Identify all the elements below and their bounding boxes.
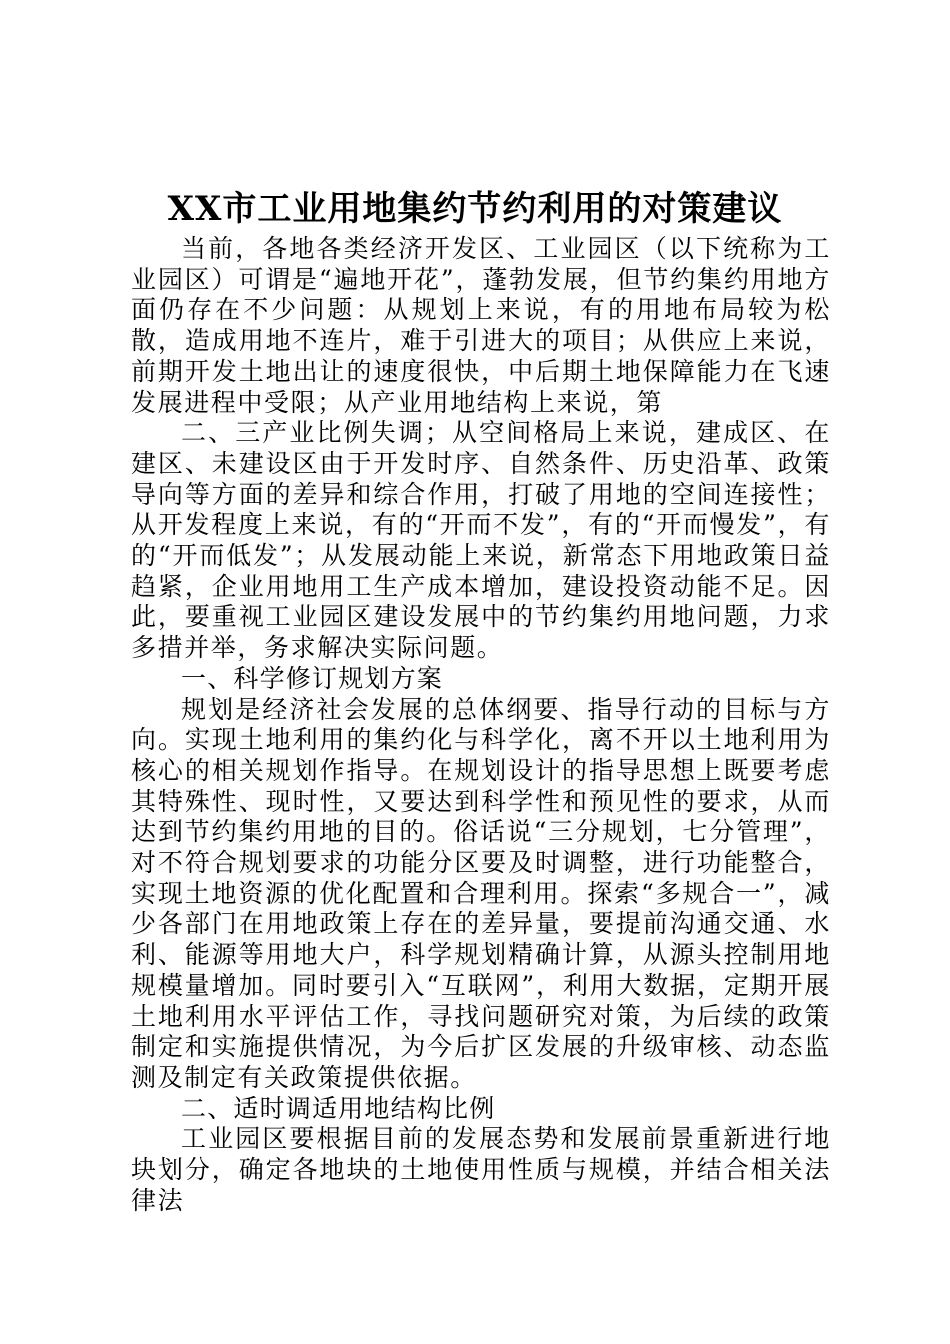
document-body: [131, 234, 831, 1217]
section-heading-planning: 一、科学修订规划方案: [181, 663, 444, 693]
paragraph-planning: 规划是经济社会发展的总体纲要、指导行动的目标与方向。实现土地利用的集约化与科学化，离不开以土地利用为核心的相关规划作指导。在规划设计的指导思想上既要考虑其特殊性、现时性，又要达到科学性和预见性的要求，从而达到节约集约用地的目的。俗话说“三分规划，七分管理”，对不符合规划要求的功能分区要及时调整，进行功能整合，实现土地资源的优化配置和合理利用。探索“多规合一”，减少各部门在用地政策上存在的差异量，要提前沟通交通、水利、能源等用地大户，科学规划精确计算，从源头控制用地规模量增加。同时要引入“互联网”，利用大数据，定期开展土地利用水平评估工作，寻找问题研究对策，为后续的政策制定和实施提供情况，为今后扩区发展的升级审核、动态监测及制定有关政策提供依据。: [131, 694, 831, 1092]
paragraph-problems: 二、三产业比例失调；从空间格局上来说，建成区、在建区、未建设区由于开发时序、自然条件、历史沿革、政策导向等方面的差异和综合作用，打破了用地的空间连接性；从开发程度上来说，有的“开而不发”，有的“开而慢发”，有的“开而低发”；从发展动能上来说，新常态下用地政策日益趋紧，企业用地用工生产成本增加，建设投资动能不足。因此，要重视工业园区建设发展中的节约集约用地问题，力求多措并举，务求解决实际问题。: [131, 418, 831, 663]
section-heading-structure: 二、适时调适用地结构比例: [181, 1093, 496, 1123]
paragraph-structure: 工业园区要根据目前的发展态势和发展前景重新进行地块划分，确定各地块的土地使用性质与规模，并结合相关法律法: [131, 1124, 831, 1215]
paragraph-intro: 当前，各地各类经济开发区、工业园区（以下统称为工业园区）可谓是“遍地开花”，蓬勃发展，但节约集约用地方面仍存在不少问题：从规划上来说，有的用地布局较为松散，造成用地不连片，难于引进大的项目；从供应上来说，前期开发土地出让的速度很快，中后期土地保障能力在飞速发展进程中受限；从产业用地结构上来说，第: [131, 234, 831, 417]
document-title: XX市工业用地集约节约利用的对策建议: [167, 189, 783, 229]
